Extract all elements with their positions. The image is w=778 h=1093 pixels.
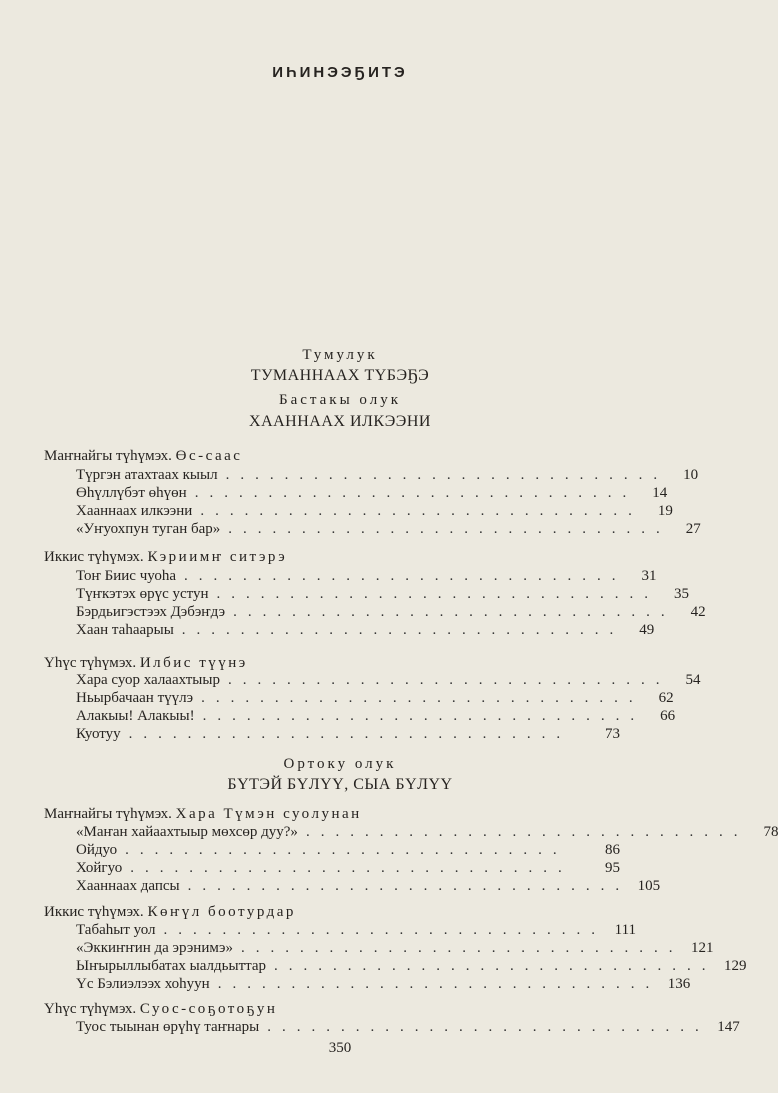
leader-dots: .............................. xyxy=(202,708,646,724)
entry-title: Ньырбачаан түүлэ xyxy=(76,690,194,706)
leader-dots: .............................. xyxy=(201,690,644,706)
leader-dots: .............................. xyxy=(305,824,749,840)
toc-entry[interactable] xyxy=(76,688,674,708)
chapter-prefix: Маҥнайгы түһүмэх. xyxy=(44,806,172,822)
entry-title: «Эккиҥҥин да эрэнимэ» xyxy=(76,940,233,956)
entry-title: Түҥкэтэх өрүс устун xyxy=(76,586,209,602)
entry-page: 129 xyxy=(724,958,747,974)
leader-dots: .............................. xyxy=(130,860,573,876)
leader-dots: .............................. xyxy=(217,976,661,992)
entry-page: 111 xyxy=(614,922,637,938)
section-title: БҮТЭЙ БҮЛҮҮ, СЫА БҮЛҮҮ xyxy=(227,776,453,793)
leader-dots: .............................. xyxy=(184,568,627,584)
chapter-prefix: Үһүс түһүмэх. xyxy=(44,655,137,671)
chapter-prefix: Үһүс түһүмэх. xyxy=(44,1001,137,1017)
toc-entry[interactable] xyxy=(76,822,778,842)
leader-dots: .............................. xyxy=(228,521,671,537)
entry-title: Тоҥ Биис чуоһа xyxy=(76,568,177,584)
entry-title: Куотуу xyxy=(76,726,121,742)
entry-title: Бэрдьигэстээх Дэбэҥдэ xyxy=(76,604,226,620)
toc-entry[interactable] xyxy=(76,602,706,622)
toc-entry[interactable] xyxy=(76,620,655,640)
chapter-heading xyxy=(44,1001,644,1018)
entry-page: 19 xyxy=(657,503,673,519)
chapter-heading xyxy=(44,549,644,566)
chapter-prefix: Маҥнайгы түһүмэх. xyxy=(44,448,172,464)
page-number: 350 xyxy=(328,1040,352,1056)
chapter-heading xyxy=(44,806,644,823)
page-heading: ИҺИНЭЭҔИТЭ xyxy=(272,64,408,81)
leader-dots: .............................. xyxy=(187,878,631,894)
part-title: ТУМАННААХ ТҮБЭҔЭ xyxy=(250,367,430,384)
chapter-name: Көҥүл боотурдар xyxy=(147,904,296,920)
entry-page: 105 xyxy=(637,878,661,894)
toc-entry[interactable] xyxy=(76,724,620,744)
toc-entry[interactable] xyxy=(76,840,620,860)
toc-entry[interactable] xyxy=(76,519,701,539)
entry-title: Туос тыынан өрүһү таҥнары xyxy=(76,1019,260,1035)
entry-title: Үс Бэлиэлээх хоһуун xyxy=(76,976,210,992)
toc-entry[interactable] xyxy=(76,584,690,604)
leader-dots: .............................. xyxy=(216,586,660,602)
chapter-name: Илбис түүнэ xyxy=(139,655,248,671)
leader-dots: .............................. xyxy=(274,958,717,974)
part-label: Тумулук xyxy=(302,347,378,363)
chapter-name: Өс-саас xyxy=(175,448,243,464)
entry-page: 27 xyxy=(685,521,701,537)
toc-entry[interactable] xyxy=(76,974,691,994)
section-label: Ортоку олук xyxy=(283,756,397,772)
chapter-prefix: Иккис түһүмэх. xyxy=(44,549,144,565)
entry-page: 54 xyxy=(685,672,701,688)
entry-title: Хааннаах дапсы xyxy=(76,878,180,894)
entry-page: 147 xyxy=(717,1019,740,1035)
entry-title: Алакыы! Алакыы! xyxy=(76,708,195,724)
toc-entry[interactable] xyxy=(76,1017,740,1037)
leader-dots: .............................. xyxy=(267,1019,710,1035)
section-label: Бастакы олук xyxy=(278,392,401,408)
entry-title: «Маҥан хайаахтыыр мөхсөр дуу?» xyxy=(76,824,298,840)
entry-title: Хааннаах илкээни xyxy=(76,503,193,519)
leader-dots: .............................. xyxy=(240,940,684,956)
entry-title: Ойдуо xyxy=(76,842,118,858)
entry-page: 42 xyxy=(690,604,706,620)
entry-page: 86 xyxy=(605,842,620,858)
chapter-heading xyxy=(44,904,644,921)
leader-dots: .............................. xyxy=(181,622,625,638)
toc-entry[interactable] xyxy=(76,670,701,690)
entry-page: 66 xyxy=(660,708,676,724)
entry-page: 62 xyxy=(658,690,674,706)
leader-dots: .............................. xyxy=(227,672,671,688)
toc-entry[interactable] xyxy=(76,465,699,485)
toc-entry[interactable] xyxy=(76,938,714,958)
entry-page: 73 xyxy=(605,726,620,742)
entry-title: Хойгуо xyxy=(76,860,123,876)
leader-dots: .............................. xyxy=(128,726,572,742)
entry-page: 121 xyxy=(690,940,714,956)
chapter-heading xyxy=(44,448,644,465)
entry-page: 49 xyxy=(639,622,655,638)
entry-page: 136 xyxy=(667,976,691,992)
entry-title: Өһүллүбэт өһүөн xyxy=(76,485,187,501)
leader-dots: .............................. xyxy=(200,503,643,519)
chapter-prefix: Иккис түһүмэх. xyxy=(44,904,144,920)
toc-entry[interactable] xyxy=(76,483,668,503)
toc-entry[interactable] xyxy=(76,501,673,521)
entry-title: «Уҥуохпун туган бар» xyxy=(76,521,221,537)
entry-page: 14 xyxy=(652,485,668,501)
toc-entry[interactable] xyxy=(76,876,661,896)
toc-entry[interactable] xyxy=(76,858,620,878)
entry-title: Хара суор халаахтыыр xyxy=(76,672,220,688)
entry-page: 31 xyxy=(641,568,657,584)
entry-page: 95 xyxy=(605,860,620,876)
leader-dots: .............................. xyxy=(233,604,676,620)
leader-dots: .............................. xyxy=(225,467,669,483)
toc-entry[interactable] xyxy=(76,956,747,976)
chapter-name: Кэриимҥ ситэрэ xyxy=(147,549,288,565)
leader-dots: .............................. xyxy=(163,922,607,938)
toc-entry[interactable] xyxy=(76,566,657,586)
chapter-name: Суос-соҕотоҕун xyxy=(139,1001,278,1017)
leader-dots: .............................. xyxy=(194,485,638,501)
entry-title: Хаан таһаарыы xyxy=(76,622,174,638)
leader-dots: .............................. xyxy=(125,842,568,858)
toc-entry[interactable] xyxy=(76,706,676,726)
toc-entry[interactable] xyxy=(76,920,637,940)
entry-title: Ыҥырыллыбатах ыалдьыттар xyxy=(76,958,267,974)
entry-page: 10 xyxy=(683,467,699,483)
entry-title: Табаһыт уол xyxy=(76,922,156,938)
entry-title: Түргэн атахтаах кыыл xyxy=(76,467,218,483)
chapter-name: Хара Түмэн суолунан xyxy=(175,806,362,822)
section-title: ХААННААХ ИЛКЭЭНИ xyxy=(249,413,431,430)
entry-page: 78 xyxy=(763,824,778,840)
entry-page: 35 xyxy=(674,586,690,602)
